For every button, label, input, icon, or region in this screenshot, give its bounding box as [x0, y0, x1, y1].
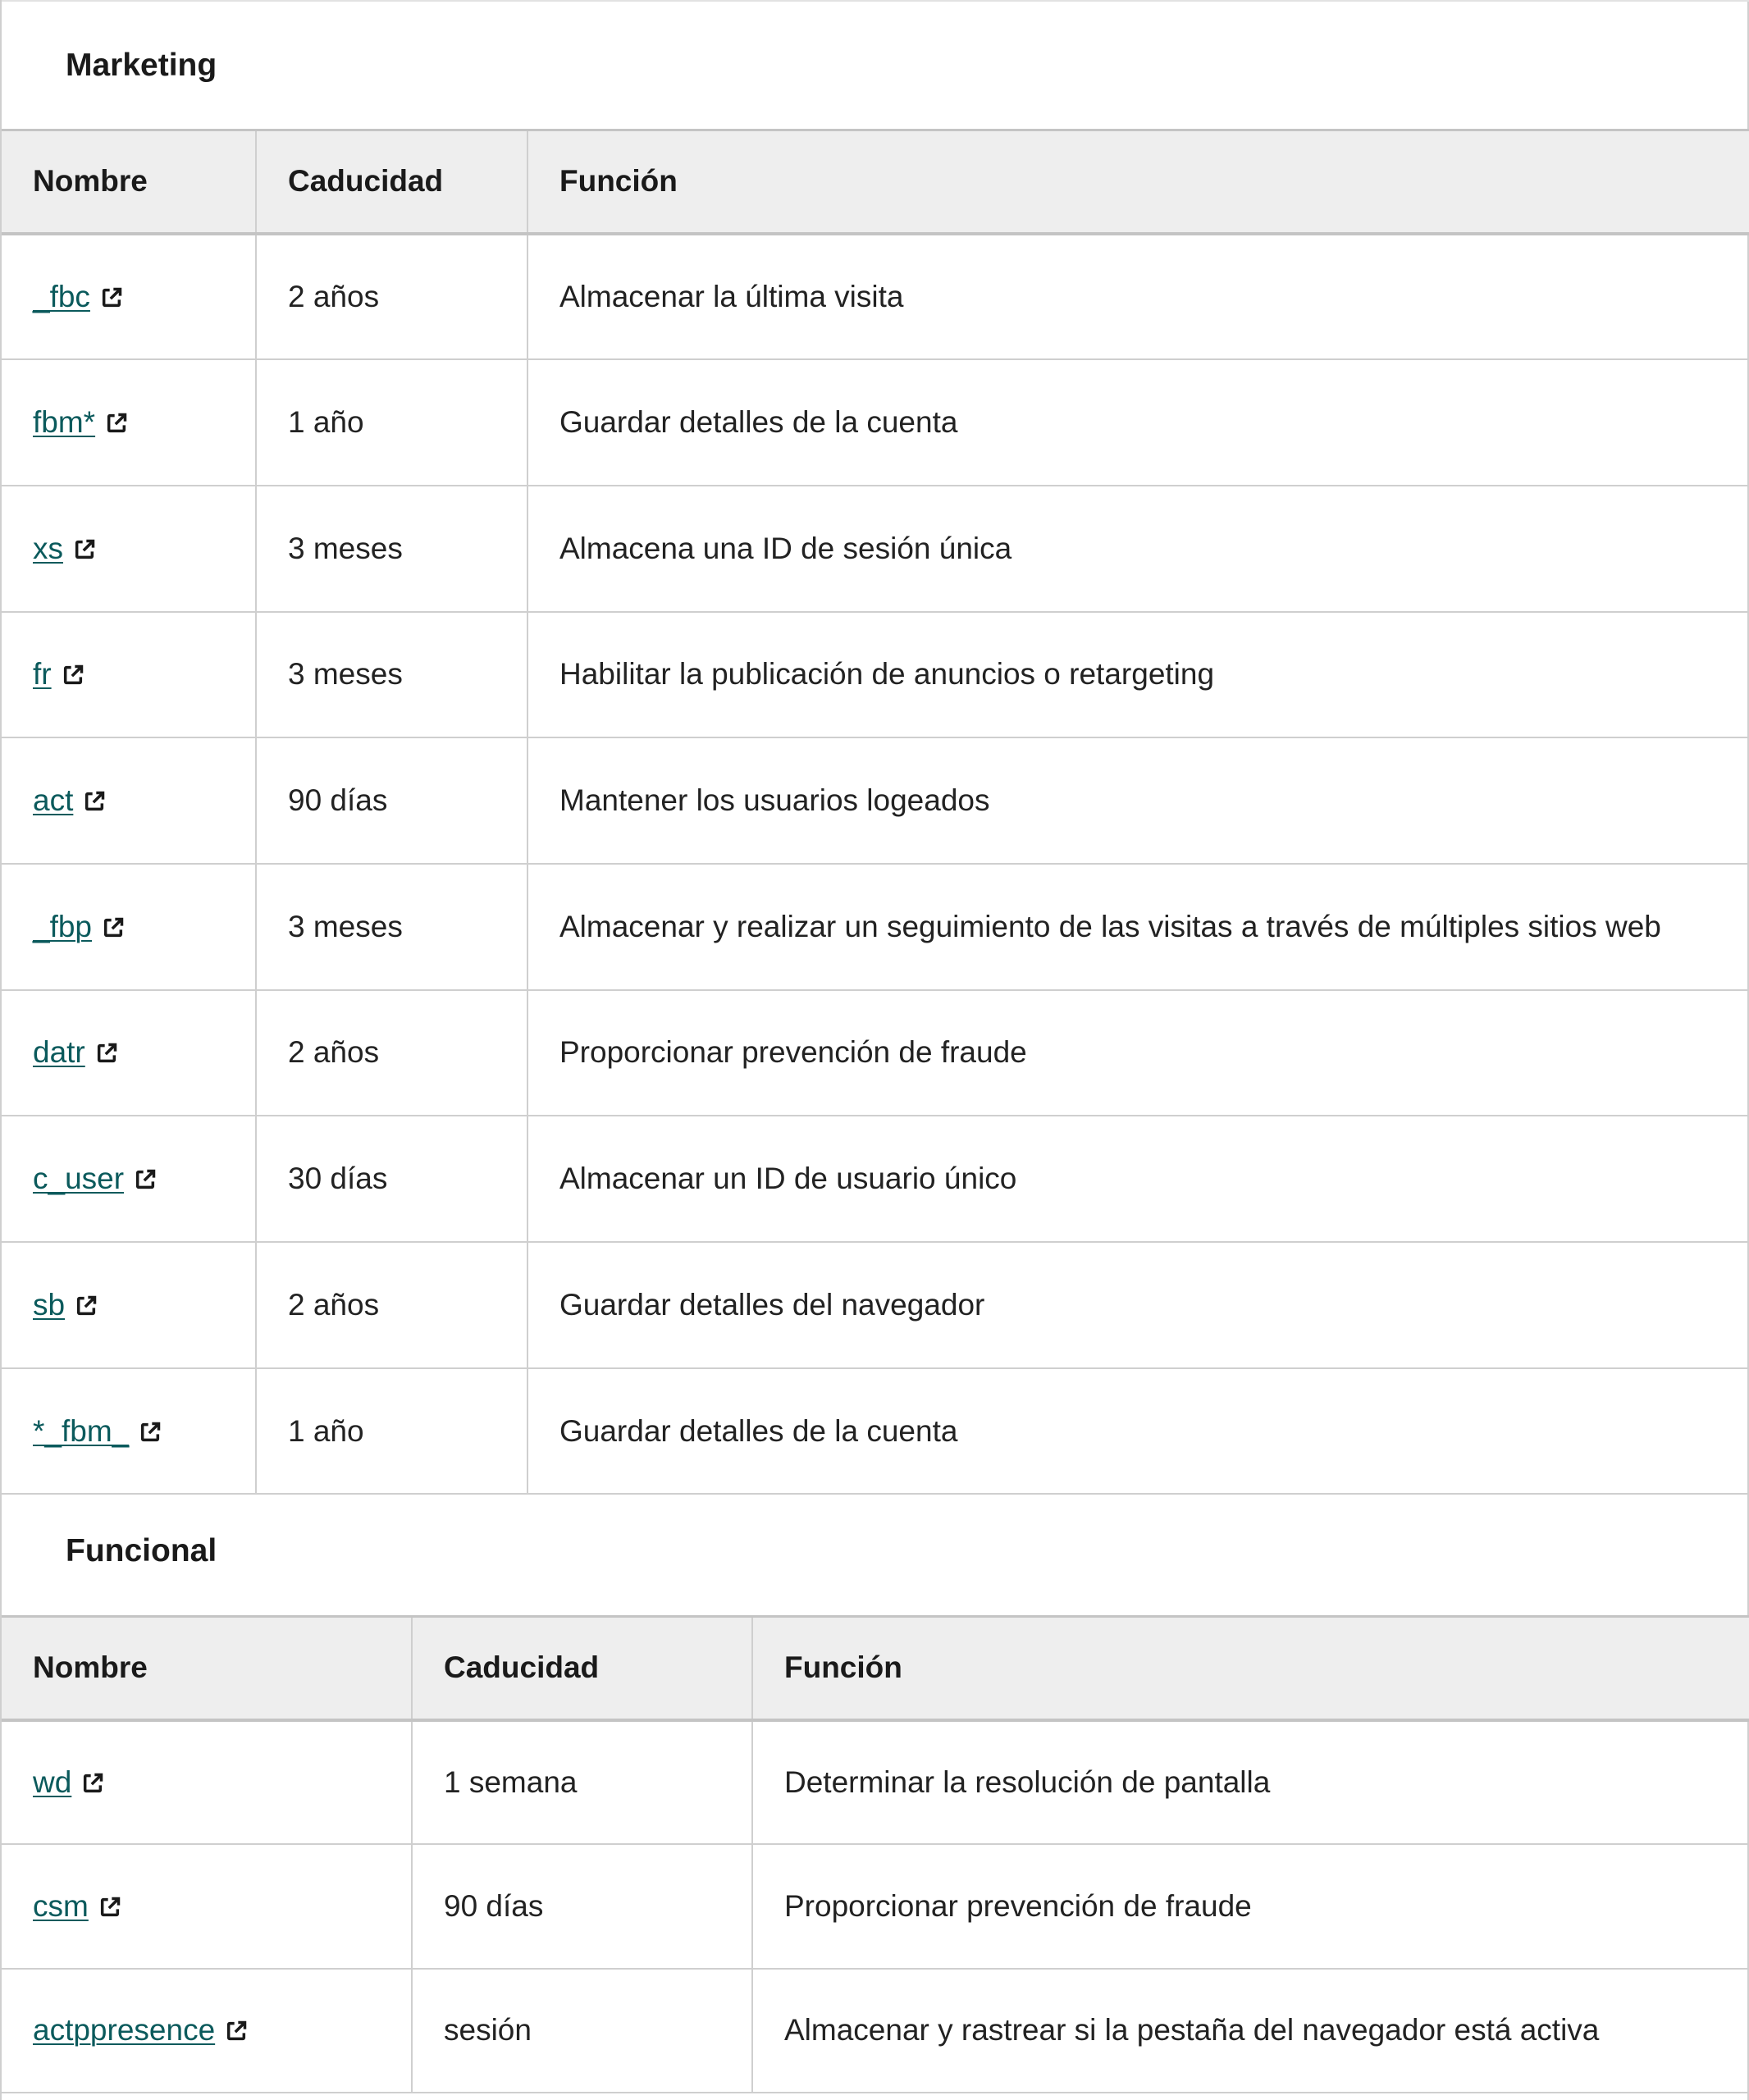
cookie-expiry-cell: 2 años: [256, 234, 527, 360]
external-link-icon: [62, 664, 84, 687]
cookie-name-cell: [2, 486, 256, 612]
external-link-icon: [100, 286, 123, 309]
cookie-name-cell: [2, 737, 256, 864]
cookie-name-link[interactable]: sb: [33, 1287, 66, 1322]
cookie-function-cell: Guardar detalles del navegador: [527, 1242, 1749, 1368]
cookie-name-cell: [2, 1368, 256, 1495]
cookie-name-cell: [2, 990, 256, 1116]
table-row: [2, 1116, 1749, 1242]
cookie-name-cell: [2, 1116, 256, 1242]
cookie-function-cell: Guardar detalles de la cuenta: [527, 1368, 1749, 1495]
external-link-icon: [81, 1772, 104, 1795]
cookie-function-cell: Almacenar y realizar un seguimiento de las visitas a través de múltiples sitios web: [527, 864, 1749, 990]
table-row: [2, 1969, 1749, 2093]
table-row: [2, 737, 1749, 864]
cookie-function-cell: Almacenar y rastrear si la pestaña del navegador está activa: [752, 1969, 1749, 2093]
cookie-name-cell: [2, 864, 256, 990]
cookie-name-link[interactable]: _fbp: [33, 909, 93, 943]
cookie-expiry-cell: 1 año: [256, 1368, 527, 1495]
cookie-function-cell: Proporcionar prevención de fraude: [752, 1844, 1749, 1969]
cookie-name-cell: [2, 1969, 412, 2093]
external-link-icon: [95, 1042, 118, 1065]
table-header-row: [2, 1617, 1749, 1720]
cookie-expiry-cell: 3 meses: [256, 486, 527, 612]
cookie-function-cell: Almacenar la última visita: [527, 234, 1749, 360]
section-title-marketing: Marketing: [2, 0, 1749, 129]
table-row: [2, 234, 1749, 360]
cookie-name-link[interactable]: xs: [33, 531, 63, 565]
external-link-icon: [102, 916, 125, 939]
cookie-name-link[interactable]: *_fbm_: [33, 1413, 130, 1448]
cookie-expiry-cell: 30 días: [256, 1116, 527, 1242]
external-link-icon: [225, 2020, 248, 2043]
external-link-icon: [139, 1421, 162, 1444]
external-link-icon: [83, 790, 106, 813]
cookie-name-link[interactable]: _fbc: [33, 279, 90, 313]
table-row: [2, 1242, 1749, 1368]
cookie-function-cell: Mantener los usuarios logeados: [527, 737, 1749, 864]
cookie-name-link[interactable]: fr: [33, 657, 52, 692]
cookie-name-link[interactable]: datr: [33, 1035, 85, 1070]
cookie-function-cell: Habilitar la publicación de anuncios o retargeting: [527, 612, 1749, 738]
column-header-expiry: Caducidad: [256, 130, 527, 234]
external-link-icon: [75, 1294, 98, 1317]
table-row: [2, 359, 1749, 486]
cookie-expiry-cell: sesión: [412, 1969, 752, 2093]
cookie-name-link[interactable]: wd: [33, 1764, 72, 1799]
column-header-function: Función: [752, 1617, 1749, 1720]
table-row: [2, 612, 1749, 738]
cookie-name-cell: [2, 359, 256, 486]
cookie-name-cell: [2, 1844, 412, 1969]
cookie-expiry-cell: 2 años: [256, 1242, 527, 1368]
table-row: [2, 1368, 1749, 1495]
cookie-function-cell: Almacena una ID de sesión única: [527, 486, 1749, 612]
external-link-icon: [73, 538, 96, 561]
table-row: [2, 990, 1749, 1116]
cookie-expiry-cell: 2 años: [256, 990, 527, 1116]
funcional-cookie-table: [2, 1615, 1749, 2093]
cookie-expiry-cell: 90 días: [256, 737, 527, 864]
table-row: [2, 864, 1749, 990]
column-header-function: Función: [527, 130, 1749, 234]
cookie-name-link[interactable]: fbm*: [33, 405, 96, 440]
cookie-name-cell: [2, 1242, 256, 1368]
cookie-name-cell: [2, 612, 256, 738]
cookie-name-link[interactable]: csm: [33, 1888, 89, 1923]
cookie-function-cell: Guardar detalles de la cuenta: [527, 359, 1749, 486]
cookie-expiry-cell: 1 semana: [412, 1720, 752, 1845]
external-link-icon: [98, 1896, 121, 1919]
marketing-cookie-table: [2, 129, 1749, 1495]
table-row: [2, 486, 1749, 612]
cookie-function-cell: Proporcionar prevención de fraude: [527, 990, 1749, 1116]
cookie-name-cell: [2, 234, 256, 360]
table-row: [2, 1720, 1749, 1845]
cookie-expiry-cell: 3 meses: [256, 612, 527, 738]
section-title-funcional: Funcional: [66, 1533, 217, 1568]
table-row: [2, 1844, 1749, 1969]
cookie-expiry-cell: 3 meses: [256, 864, 527, 990]
cookie-name-link[interactable]: c_user: [33, 1162, 125, 1196]
cookie-name-cell: [2, 1720, 412, 1845]
cookie-name-link[interactable]: actppresence: [33, 2013, 216, 2048]
external-link-icon: [105, 412, 128, 435]
table-header-row: [2, 130, 1749, 234]
external-link-icon: [134, 1168, 157, 1191]
cookie-name-link[interactable]: act: [33, 783, 74, 818]
column-header-name: Nombre: [2, 130, 256, 234]
column-header-name: Nombre: [2, 1617, 412, 1720]
cookie-function-cell: Almacenar un ID de usuario único: [527, 1116, 1749, 1242]
column-header-expiry: Caducidad: [412, 1617, 752, 1720]
cookie-expiry-cell: 90 días: [412, 1844, 752, 1969]
cookie-expiry-cell: 1 año: [256, 359, 527, 486]
cookie-function-cell: Determinar la resolución de pantalla: [752, 1720, 1749, 1845]
